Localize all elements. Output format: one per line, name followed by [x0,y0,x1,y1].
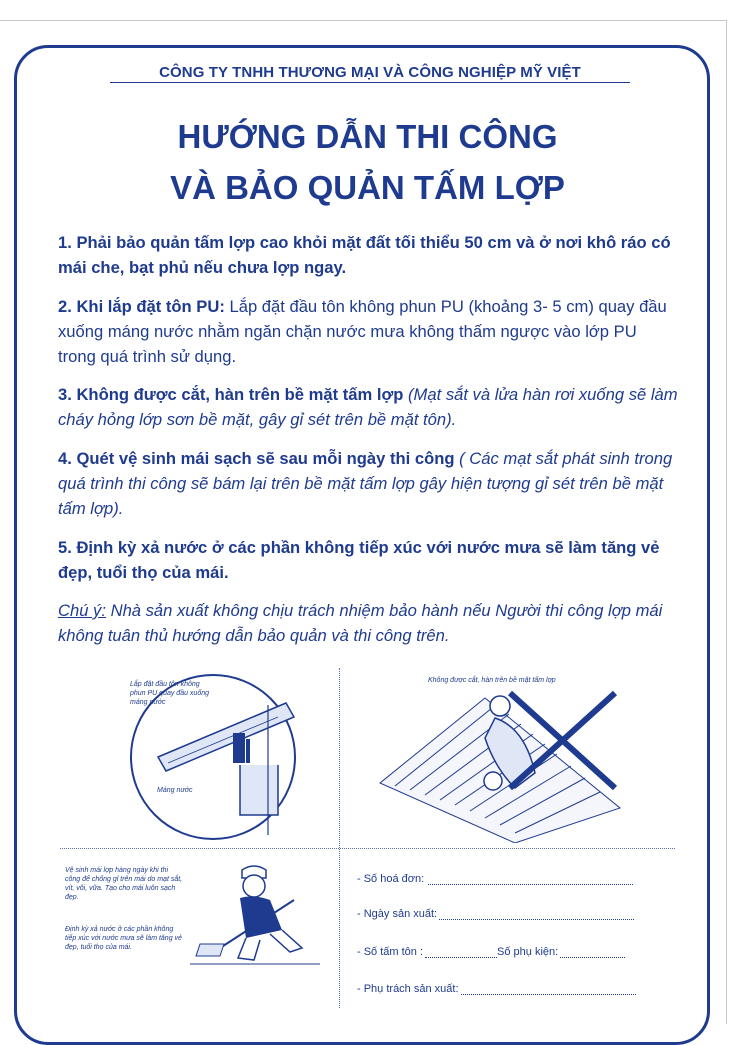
invoice-field[interactable]: - Số hoá đơn: [357,873,633,885]
no-cutting-figure [375,678,625,843]
sheet-count-blank[interactable] [425,949,497,958]
instruction-item-1: 1. Phải bảo quản tấm lợp cao khỏi mặt đất tối thiểu 50 cm và ở nơi khô ráo có mái che, bạt phủ nếu chưa lợp ngay. [58,233,671,277]
company-name: CÔNG TY TNHH THƯƠNG MẠI VÀ CÔNG NGHIỆP MỸ VIỆT [110,64,630,83]
title-line-2: VÀ BẢO QUẢN TẤM LỢP [170,169,565,206]
divider-vertical [339,668,340,1008]
manufacture-date-field[interactable]: - Ngày sản xuất: [357,908,634,920]
divider-horizontal [60,848,675,849]
fig3-text-drainage: Định kỳ xả nước ở các phần không tiếp xúc với nước mưa sẽ làm tăng vẻ đẹp, tuổi thọ của mái. [65,926,182,951]
supervisor-blank[interactable] [461,986,636,995]
instruction-item-5: 5. Định kỳ xả nước ở các phần không tiếp xúc với nước mưa sẽ làm tăng vẻ đẹp, tuổi thọ của mái. [58,538,660,582]
accessory-count-blank[interactable] [560,949,625,958]
fig1-caption: Lắp đặt đầu tôn không phun PU quay đầu xuống máng nước [130,681,210,706]
warranty-note: Chú ý: Nhà sản xuất không chịu trách nhiệm bảo hành nếu Người thi công lợp mái không tuân thủ hướng dẫn bảo quản và thi công trên. [58,601,663,645]
fig2-caption: Không được cắt, hàn trên bề mặt tấm lợp [428,677,556,684]
sweeping-worker-figure [190,860,325,970]
supervisor-field[interactable]: - Phụ trách sản xuất: [357,983,636,995]
sheet-count-field[interactable]: - Số tấm tôn : Số phụ kiện: [357,946,625,958]
instruction-item-4: 4. Quét vệ sinh mái sạch sẽ sau mỗi ngày thi công ( Các mạt sắt phát sinh trong quá trình thi công sẽ bám lại trên bề mặt tấm lợp gây hiện tượng gỉ sét trên bề mặt tấm lợp). [58,449,673,518]
fig3-text-cleaning: Vệ sinh mái lợp hàng ngày khi thi công để chống gỉ trên mái do mạt sắt, vít, vôi, vữa. Tạo cho mái luôn sạch đẹp. [65,867,183,901]
instruction-item-3: 3. Không được cắt, hàn trên bề mặt tấm lợp (Mạt sắt và lửa hàn rơi xuống sẽ làm cháy hỏng lớp sơn bề mặt, gây gỉ sét trên bề mặt tôn). [58,385,678,429]
invoice-blank[interactable] [428,876,633,885]
manufacture-date-blank[interactable] [439,911,634,920]
title-line-1: HƯỚNG DẪN THI CÔNG [177,118,558,155]
fig1-gutter-label: Máng nước [157,787,193,794]
instruction-item-2: 2. Khi lắp đặt tôn PU: Lắp đặt đầu tôn không phun PU (khoảng 3- 5 cm) quay đầu xuống máng nước nhằm ngăn chặn nước mưa không thấm ngược vào lớp PU trong quá trình sử dụng. [58,297,667,366]
